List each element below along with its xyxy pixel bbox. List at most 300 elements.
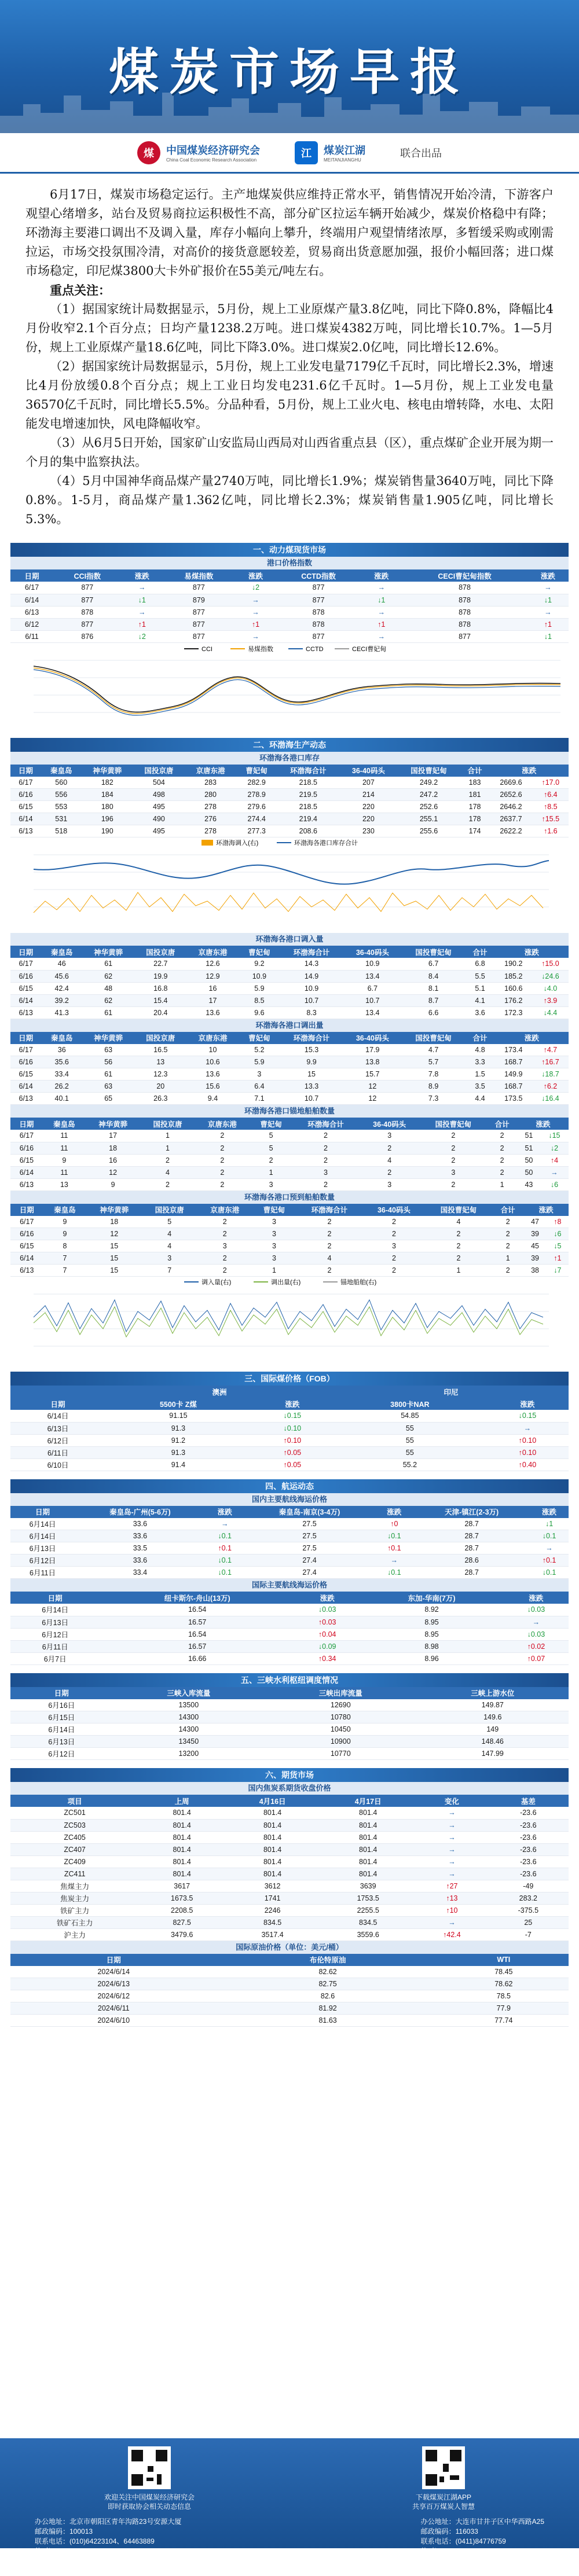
column-header: 环渤海合计 — [296, 1204, 363, 1216]
table-cell: 801.4 — [320, 1831, 416, 1843]
table-cell: 41.3 — [41, 1006, 82, 1019]
table-cell: 6/13 — [10, 1265, 43, 1277]
table-row — [10, 1990, 569, 2002]
table-cell: 78.45 — [439, 1966, 569, 1978]
contact-line: 办公地址：大连市甘井子区中华西路A25 — [420, 2518, 544, 2526]
table-cell: 148.46 — [417, 1736, 569, 1748]
table-cell: → — [416, 1855, 488, 1868]
table-cell: 801.4 — [320, 1807, 416, 1819]
table-cell: 6/13 — [10, 1178, 43, 1190]
table-cell: -375.5 — [488, 1904, 569, 1916]
table-cell: 4 — [425, 1216, 492, 1228]
table-cell: 876 — [53, 630, 122, 642]
table-cell: 7.8 — [402, 1068, 466, 1081]
table-cell: 61 — [82, 1068, 134, 1081]
table-cell: 6/13 — [10, 606, 53, 618]
table-cell: 33.4 — [75, 1567, 206, 1579]
table-cell: → — [375, 1555, 413, 1567]
table-cell: 45 — [523, 1240, 546, 1252]
ccera-name-en: China Coal Economic Research Association — [166, 157, 257, 163]
section-intl-coal-price — [10, 1372, 569, 1471]
column-header: 秦皇岛 — [43, 1118, 86, 1130]
table-row — [10, 1807, 569, 1819]
table-cell: → — [361, 630, 402, 642]
table-cell: 20 — [134, 1081, 186, 1093]
table-row — [10, 2002, 569, 2015]
table-cell: ↓1 — [527, 594, 569, 606]
table-cell: 16.66 — [100, 1652, 295, 1664]
table-cell: 6/14 — [10, 994, 41, 1006]
column-header: 国投曹妃甸 — [425, 1204, 492, 1216]
column-header: 项目 — [10, 1795, 139, 1807]
column-header: 日期 — [10, 1118, 43, 1130]
table-cell: ↓0.1 — [530, 1567, 569, 1579]
table-cell: 6/12日 — [10, 1434, 105, 1446]
table-row — [10, 1892, 569, 1904]
table-cell: 2 — [292, 1142, 359, 1154]
table-cell: 280 — [185, 789, 236, 801]
table-cell: ↓1 — [530, 1518, 569, 1530]
table-cell: 2 — [197, 1216, 252, 1228]
table-cell: 2 — [425, 1252, 492, 1265]
table-cell: 6/15 — [10, 1154, 43, 1166]
column-header: 秦皇岛-南京(3-4万) — [244, 1506, 375, 1518]
table-cell: 6/15 — [10, 1068, 41, 1081]
legend-label: CCI — [201, 645, 212, 653]
table-cell: 173.5 — [495, 1093, 532, 1105]
table-cell: 51 — [518, 1130, 540, 1142]
table-cell: 196 — [82, 813, 133, 825]
table-cell: 6/16 — [10, 970, 41, 982]
contact-line: 电子邮箱：mjh@ccera.com.cn — [35, 2557, 129, 2565]
column-header: 国投京唐 — [134, 946, 186, 958]
table-cell: 33.6 — [75, 1518, 206, 1530]
table-cell: 877 — [163, 630, 235, 642]
table-cell: 1 — [252, 1265, 296, 1277]
table-cell: 801.4 — [139, 1843, 225, 1855]
table-cell: → — [530, 1542, 569, 1555]
table-cell: 6/13 — [10, 1093, 41, 1105]
table-cell: 877 — [53, 618, 122, 630]
table-cell: 168.7 — [495, 1081, 532, 1093]
table-cell: 230 — [339, 825, 397, 837]
contact-line: 联系电话：(010)64223104、64463889 — [35, 2537, 155, 2545]
table-cell: 2 — [140, 1178, 195, 1190]
table-cell: 495 — [133, 801, 185, 813]
table-cell: 15 — [86, 1265, 142, 1277]
table-cell: ↑0.07 — [504, 1652, 569, 1664]
table-cell: 25 — [488, 1916, 569, 1928]
column-header: 环渤海合计 — [280, 1032, 343, 1044]
table-cell: 2 — [296, 1240, 363, 1252]
table-cell: 878 — [53, 606, 122, 618]
table-cell: 28.6 — [413, 1555, 530, 1567]
table-cell: 9.2 — [239, 958, 280, 970]
legend-label: 环渤海各港口库存合计 — [294, 840, 358, 847]
column-header: 涨跌 — [523, 1204, 569, 1216]
table-cell: 78.62 — [439, 1978, 569, 1990]
table-cell: 276 — [185, 813, 236, 825]
table-cell: ↑0.02 — [504, 1640, 569, 1652]
table-cell: 801.4 — [225, 1819, 320, 1831]
table-cell: ↑0.34 — [295, 1652, 360, 1664]
table-cell: 278 — [185, 825, 236, 837]
table-cell: 6/15 — [10, 982, 41, 994]
table-row — [10, 1855, 569, 1868]
port-outflow-table — [10, 1032, 569, 1105]
table-cell: ↓1 — [527, 630, 569, 642]
table-cell: 2024/6/12 — [10, 1990, 217, 2002]
table-cell: 801.4 — [139, 1855, 225, 1868]
legend-label: 环渤海调入(右) — [216, 840, 259, 847]
column-header: 布伦特原油 — [217, 1954, 439, 1966]
column-header: 日期 — [10, 1032, 41, 1044]
table-cell: ↓0.1 — [206, 1555, 244, 1567]
table-cell: 1 — [140, 1142, 195, 1154]
table-row — [10, 582, 569, 594]
qr-block-meitanjianghu — [412, 2446, 475, 2511]
legend-label: 锚地船舶(右) — [340, 1279, 377, 1286]
table-cell: 6/14 — [10, 594, 53, 606]
table-cell: 801.4 — [225, 1868, 320, 1880]
table-row — [10, 1178, 569, 1190]
table-cell: ↓0.15 — [251, 1410, 334, 1422]
table-cell: 54.85 — [334, 1410, 486, 1422]
table-cell: 3 — [239, 1068, 280, 1081]
column-header: 纽卡斯尔-舟山(13万) — [100, 1592, 295, 1604]
table-cell: 1 — [250, 1166, 292, 1178]
table-cell: 6月12日 — [10, 1628, 100, 1640]
qr-code-icon[interactable] — [422, 2446, 465, 2489]
table-cell: → — [527, 606, 569, 618]
table-cell: 6月14日 — [10, 1724, 113, 1736]
table-cell: 9.6 — [239, 1006, 280, 1019]
table-cell: 6/14 — [10, 1166, 43, 1178]
table-cell: ↑13 — [416, 1892, 488, 1904]
table-cell: 6月15日 — [10, 1711, 113, 1724]
table-row — [10, 1216, 569, 1228]
table-cell: 12.3 — [134, 1068, 186, 1081]
table-cell: 63 — [82, 1044, 134, 1056]
table-cell: ZC405 — [10, 1831, 139, 1843]
table-cell: 11 — [43, 1130, 86, 1142]
table-cell: → — [416, 1831, 488, 1843]
table-cell: 2 — [425, 1228, 492, 1240]
legend-label: 调出量(右) — [271, 1279, 301, 1286]
column-header: 国投京唐 — [140, 1118, 195, 1130]
table-cell: 4.8 — [465, 1044, 494, 1056]
table-cell: ↓2 — [235, 582, 276, 594]
column-header: 日期 — [10, 1592, 100, 1604]
column-header: 京唐东港 — [185, 765, 236, 777]
column-header: 曹妃甸 — [239, 946, 280, 958]
table-cell: → — [122, 606, 163, 618]
table-cell: 9 — [43, 1228, 87, 1240]
table-cell: 6/11日 — [10, 1446, 105, 1458]
table-cell: 2 — [195, 1142, 250, 1154]
table-cell: 3 — [197, 1240, 252, 1252]
section-title: 六、期货市场 — [10, 1768, 569, 1782]
table-cell: 176.2 — [495, 994, 532, 1006]
table-cell: -23.6 — [488, 1807, 569, 1819]
subsection-title: 国内焦炭系期货收盘价格 — [10, 1782, 569, 1795]
column-header: 合计 — [465, 946, 494, 958]
section-title: 一、动力煤现货市场 — [10, 543, 569, 557]
table-cell: ↓4.4 — [532, 1006, 569, 1019]
table-cell: 10.9 — [280, 982, 343, 994]
meitanjianghu-name: 煤炭江湖 — [324, 145, 365, 156]
table-cell: 6月11日 — [10, 1640, 100, 1652]
column-header: 曹妃甸 — [239, 1032, 280, 1044]
table-cell: 2 — [296, 1216, 363, 1228]
section-title: 二、环渤海生产动态 — [10, 738, 569, 752]
table-cell: ↑1 — [527, 618, 569, 630]
table-cell: ↓6 — [547, 1228, 569, 1240]
table-cell: 13.6 — [186, 1068, 239, 1081]
port-inventory-table — [10, 765, 569, 838]
table-cell: → — [416, 1819, 488, 1831]
table-cell: 2 — [250, 1154, 292, 1166]
table-cell: 5 — [250, 1130, 292, 1142]
table-cell: 278 — [185, 801, 236, 813]
column-header: 天津-镇江(2-3万) — [413, 1506, 530, 1518]
table-cell: 16.57 — [100, 1640, 295, 1652]
table-cell: ↑27 — [416, 1880, 488, 1892]
contact-line: 邮政编码：116033 — [420, 2527, 478, 2535]
column-header: 涨跌 — [295, 1592, 360, 1604]
column-header: 京唐东港 — [197, 1204, 252, 1216]
column-header: 合计 — [486, 1118, 518, 1130]
table-cell: 1 — [486, 1178, 518, 1190]
table-row — [10, 1228, 569, 1240]
table-cell: 3559.6 — [320, 1928, 416, 1941]
table-cell: 5.1 — [465, 982, 494, 994]
table-cell: 1 — [140, 1130, 195, 1142]
table-row — [10, 1093, 569, 1105]
table-cell: 8.95 — [360, 1628, 504, 1640]
table-cell: 61 — [82, 958, 134, 970]
table-cell: 8.92 — [360, 1604, 504, 1616]
column-header: 日期 — [10, 946, 41, 958]
table-cell: 6月12日 — [10, 1555, 75, 1567]
table-cell: 82.62 — [217, 1966, 439, 1978]
table-cell: 219.4 — [277, 813, 339, 825]
table-cell: 878 — [402, 606, 527, 618]
column-header: 京唐东港 — [195, 1118, 250, 1130]
table-cell: 22.7 — [134, 958, 186, 970]
table-cell: 15.4 — [134, 994, 186, 1006]
table-cell: 12690 — [265, 1699, 416, 1711]
table-row — [10, 1628, 569, 1640]
section-three-gorges — [10, 1673, 569, 1761]
futures-table — [10, 1795, 569, 1941]
column-header: 变化 — [416, 1795, 488, 1807]
column-header: 4月16日 — [225, 1795, 320, 1807]
table-cell: ↓6 — [540, 1178, 569, 1190]
table-cell: 180 — [82, 801, 133, 813]
table-row — [10, 777, 569, 789]
column-header: CCI指数 — [53, 569, 122, 582]
table-cell: 6月11日 — [10, 1567, 75, 1579]
intro-focus-heading: 重点关注： — [50, 283, 111, 297]
meitanjianghu-mark-icon: 江 — [295, 141, 318, 164]
table-cell: ↓0.10 — [251, 1422, 334, 1434]
table-cell: 20.4 — [134, 1006, 186, 1019]
qr-code-icon[interactable] — [128, 2446, 171, 2489]
table-cell: 801.4 — [320, 1868, 416, 1880]
column-header: 秦皇岛 — [41, 946, 82, 958]
table-cell: 6/17 — [10, 1130, 43, 1142]
table-cell: 218.5 — [277, 777, 339, 789]
table-cell: 2 — [195, 1130, 250, 1142]
table-cell: 48 — [82, 982, 134, 994]
table-cell: 6/14 — [10, 813, 41, 825]
table-cell: ↓0.15 — [486, 1410, 569, 1422]
three-gorges-table — [10, 1687, 569, 1761]
table-cell: 18 — [86, 1142, 140, 1154]
price-series-line — [34, 670, 560, 715]
table-cell: 26.3 — [134, 1093, 186, 1105]
table-row — [10, 1880, 569, 1892]
table-cell: 6/17 — [10, 1044, 41, 1056]
contact-line: 办公地址：北京市朝阳区青年沟路23号安源大厦 — [35, 2518, 182, 2526]
table-cell: 铁矿石主力 — [10, 1916, 139, 1928]
table-cell: 2255.5 — [320, 1904, 416, 1916]
table-row — [10, 1748, 569, 1760]
table-cell: 26.2 — [41, 1081, 82, 1093]
table-cell: 2 — [492, 1240, 523, 1252]
column-header: 曹妃甸 — [252, 1204, 296, 1216]
table-cell: 81.92 — [217, 2002, 439, 2015]
table-cell: 13.3 — [280, 1081, 343, 1093]
table-cell: 39 — [523, 1252, 546, 1265]
table-cell: 10.9 — [343, 958, 402, 970]
column-header: 国投曹妃甸 — [402, 1032, 466, 1044]
table-cell: 190.2 — [495, 958, 532, 970]
table-cell: 42.4 — [41, 982, 82, 994]
table-cell: 827.5 — [139, 1916, 225, 1928]
contact-line: 传 真：(010)64223104 — [35, 2547, 105, 2555]
section-shipping — [10, 1479, 569, 1665]
table-cell: ↑0.10 — [486, 1434, 569, 1446]
section-spot-market — [10, 543, 569, 730]
legend-label: CECI曹妃甸 — [352, 645, 387, 653]
table-cell: 6/16 — [10, 1142, 43, 1154]
table-cell: → — [361, 606, 402, 618]
table-cell: 28.7 — [413, 1530, 530, 1542]
table-cell: 149.6 — [417, 1711, 569, 1724]
table-row — [10, 630, 569, 642]
table-cell: ↑4 — [540, 1154, 569, 1166]
table-cell: 173.4 — [495, 1044, 532, 1056]
subsection-title: 环渤海各港口锚地船舶数量 — [10, 1105, 569, 1118]
table-cell: 38 — [523, 1265, 546, 1277]
table-cell: 6月12日 — [10, 1748, 113, 1760]
table-row — [10, 1530, 569, 1542]
table-cell: 16.54 — [100, 1628, 295, 1640]
table-cell: 6/14日 — [10, 1410, 105, 1422]
table-cell: 15.7 — [343, 1068, 402, 1081]
table-cell: 279.6 — [236, 801, 277, 813]
table-cell: ↑6.4 — [533, 789, 569, 801]
table-row — [10, 1904, 569, 1916]
column-header: 日期 — [10, 1204, 43, 1216]
table-cell: 6.4 — [239, 1081, 280, 1093]
table-cell: -49 — [488, 1880, 569, 1892]
table-row — [10, 958, 569, 970]
column-header: 环渤海合计 — [292, 1118, 359, 1130]
table-cell: 63 — [82, 1081, 134, 1093]
table-cell: 28.7 — [413, 1542, 530, 1555]
table-cell: 5.9 — [239, 982, 280, 994]
table-cell: ZC407 — [10, 1843, 139, 1855]
table-cell: 3 — [420, 1166, 487, 1178]
table-cell: ↑0.03 — [295, 1616, 360, 1628]
column-header: 国投京唐 — [133, 765, 185, 777]
table-cell: 27.5 — [244, 1518, 375, 1530]
expected-ships-table — [10, 1204, 569, 1277]
column-header: 涨跌 — [518, 1118, 569, 1130]
table-cell: 801.4 — [225, 1807, 320, 1819]
table-cell: 8.96 — [360, 1652, 504, 1664]
table-cell: 6.7 — [402, 958, 466, 970]
table-cell: 6/16 — [10, 1056, 41, 1068]
table-cell: 12.6 — [186, 958, 239, 970]
table-cell: ↓0.03 — [504, 1628, 569, 1640]
table-cell: ZC503 — [10, 1819, 139, 1831]
column-header: 涨跌 — [495, 1032, 569, 1044]
table-cell: 3.6 — [465, 1006, 494, 1019]
table-cell: 16 — [86, 1154, 140, 1166]
table-cell: 1673.5 — [139, 1892, 225, 1904]
column-header: 36-40码头 — [363, 1204, 425, 1216]
column-header: 日期 — [10, 1398, 105, 1410]
table-cell: ↑16.7 — [532, 1056, 569, 1068]
table-cell: 490 — [133, 813, 185, 825]
table-cell: ↑6.2 — [532, 1081, 569, 1093]
table-cell: ↑1 — [361, 618, 402, 630]
table-cell: 147.99 — [417, 1748, 569, 1760]
table-cell: 14300 — [113, 1711, 265, 1724]
table-row — [10, 1616, 569, 1628]
table-cell: ↑4.7 — [532, 1044, 569, 1056]
table-cell: 4 — [142, 1240, 197, 1252]
table-cell: ↓15 — [540, 1130, 569, 1142]
table-cell: 2 — [486, 1154, 518, 1166]
table-cell: 18 — [86, 1216, 142, 1228]
intl-freight-table — [10, 1592, 569, 1665]
contact-line: 联系电话：(0411)84776759 — [420, 2537, 506, 2545]
table-cell: 149.9 — [495, 1068, 532, 1081]
table-row — [10, 1458, 569, 1471]
column-header: 曹妃甸 — [236, 765, 277, 777]
table-cell: 877 — [163, 582, 235, 594]
table-cell: 6/15 — [10, 1240, 43, 1252]
table-cell: 4.4 — [465, 1093, 494, 1105]
table-cell: 2 — [486, 1142, 518, 1154]
table-cell: 3.5 — [465, 1081, 494, 1093]
table-cell: 78.5 — [439, 1990, 569, 2002]
table-cell: → — [235, 594, 276, 606]
intro-paragraph-1: 6月17日，煤炭市场稳定运行。主产地煤炭供应维持正常水平，销售情况开始冷清，下游客户观望心绪增多，站台及贸易商拉运积极性不高，部分矿区拉运车辆开始减少，煤炭价格稳中有降；环渤海主要港口调出不及调入量，库存小幅向上攀升，终端用户观望情绪浓厚，多暂缓采购或刚需拉运，市场交投氛围冷清，对高价的接货意愿较差，贸易商出货意愿加强，报价小幅回落；进口煤市场稳定，印尼煤3800大卡外矿报价在55美元/吨左右。 — [25, 188, 554, 278]
table-cell: 8.3 — [280, 1006, 343, 1019]
column-header: 京唐东港 — [186, 946, 239, 958]
table-cell: 11 — [43, 1166, 86, 1178]
table-cell: 6/13 — [10, 825, 41, 837]
table-cell: ↓2 — [122, 630, 163, 642]
column-header: 国投曹妃甸 — [402, 946, 466, 958]
table-row — [10, 1434, 569, 1446]
